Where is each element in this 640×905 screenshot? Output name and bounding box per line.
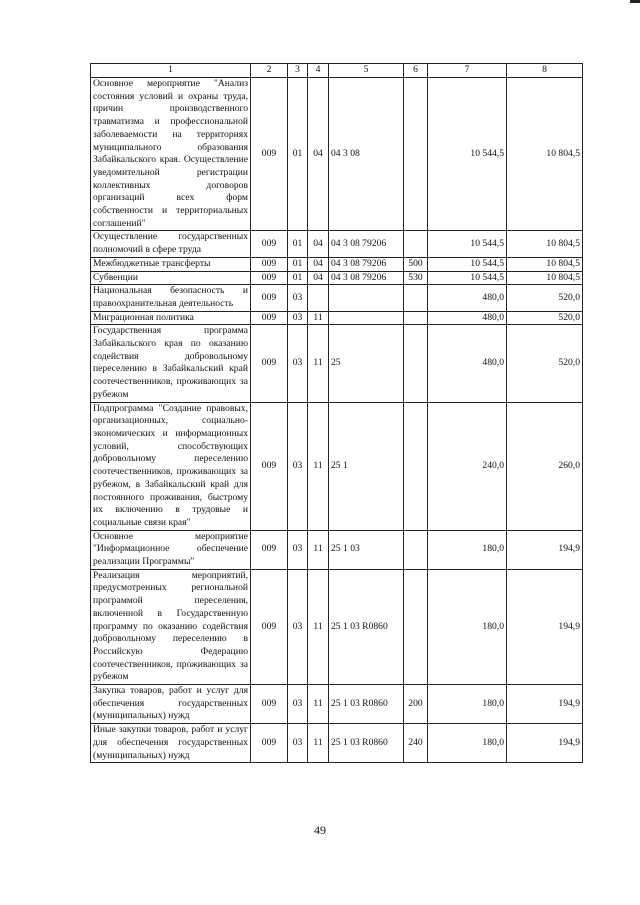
amount-year1-cell: 10 544,5 (428, 231, 507, 257)
header-cell-4: 4 (308, 64, 329, 78)
header-cell-1: 1 (91, 64, 251, 78)
target-article-cell: 04 3 08 79206 (329, 257, 404, 271)
expense-type-cell (404, 311, 428, 325)
target-article-cell: 25 1 03 R0860 (329, 569, 404, 684)
row-name-cell: Закупка товаров, работ и услуг для обеспечения государственных (муниципальных) нужд (91, 685, 251, 724)
target-article-cell: 04 3 08 (329, 78, 404, 231)
target-article-cell: 25 1 (329, 402, 404, 530)
amount-year1-cell: 480,0 (428, 325, 507, 402)
subsection-cell: 11 (308, 685, 329, 724)
target-article-cell: 04 3 08 79206 (329, 231, 404, 257)
subsection-cell: 11 (308, 724, 329, 763)
amount-year1-cell: 240,0 (428, 402, 507, 530)
amount-year1-cell: 180,0 (428, 685, 507, 724)
amount-year1-cell: 180,0 (428, 530, 507, 569)
amount-year1-cell: 10 544,5 (428, 257, 507, 271)
admin-code-cell: 009 (251, 402, 288, 530)
amount-year2-cell: 194,9 (507, 530, 583, 569)
target-article-cell: 25 1 03 (329, 530, 404, 569)
subsection-cell: 04 (308, 257, 329, 271)
subsection-cell: 04 (308, 78, 329, 231)
section-cell: 01 (288, 231, 308, 257)
admin-code-cell: 009 (251, 285, 288, 311)
subsection-cell: 11 (308, 402, 329, 530)
admin-code-cell: 009 (251, 569, 288, 684)
table-row (91, 257, 583, 271)
subsection-cell: 11 (308, 325, 329, 402)
row-name-cell: Национальная безопасность и правоохранительная деятельность (91, 285, 251, 311)
admin-code-cell: 009 (251, 325, 288, 402)
section-cell: 01 (288, 78, 308, 231)
section-cell: 03 (288, 530, 308, 569)
section-cell: 03 (288, 402, 308, 530)
admin-code-cell: 009 (251, 530, 288, 569)
corner-scan-mark (630, 0, 640, 3)
row-name-cell: Иные закупки товаров, работ и услуг для обеспечения государственных (муниципальных) нужд (91, 724, 251, 763)
expense-type-cell: 530 (404, 271, 428, 285)
row-name-cell: Миграционная политика (91, 311, 251, 325)
row-name-cell: Субвенции (91, 271, 251, 285)
amount-year1-cell: 180,0 (428, 569, 507, 684)
admin-code-cell: 009 (251, 685, 288, 724)
subsection-cell: 11 (308, 530, 329, 569)
section-cell: 03 (288, 285, 308, 311)
table-row (91, 685, 583, 724)
amount-year2-cell: 520,0 (507, 325, 583, 402)
subsection-cell (308, 285, 329, 311)
admin-code-cell: 009 (251, 78, 288, 231)
header-cell-8: 8 (507, 64, 583, 78)
subsection-cell: 11 (308, 311, 329, 325)
expense-type-cell: 200 (404, 685, 428, 724)
table-row (91, 724, 583, 763)
target-article-cell (329, 285, 404, 311)
table-row (91, 402, 583, 530)
table-body (91, 64, 583, 763)
section-cell: 03 (288, 325, 308, 402)
row-name-cell: Межбюджетные трансферты (91, 257, 251, 271)
expense-type-cell (404, 78, 428, 231)
amount-year1-cell: 480,0 (428, 285, 507, 311)
table-row (91, 325, 583, 402)
amount-year2-cell: 10 804,5 (507, 257, 583, 271)
section-cell: 03 (288, 685, 308, 724)
table-row (91, 271, 583, 285)
expense-type-cell: 500 (404, 257, 428, 271)
row-name-cell: Основное мероприятие "Анализ состояния условий и охраны труда, причин производственного травматизма и профессиональной заболеваемости на территориях муниципального образования Забайкальского края. Осуществление уведомительной регистрации коллективных договоров организаций всех форм собственности и территориальных соглашений" (91, 78, 251, 231)
expense-type-cell: 240 (404, 724, 428, 763)
header-cell-2: 2 (251, 64, 288, 78)
header-cell-3: 3 (288, 64, 308, 78)
expense-type-cell (404, 285, 428, 311)
row-name-cell: Осуществление государственных полномочий в сфере труда (91, 231, 251, 257)
expense-type-cell (404, 402, 428, 530)
amount-year2-cell: 10 804,5 (507, 271, 583, 285)
amount-year2-cell: 520,0 (507, 285, 583, 311)
budget-table (90, 63, 583, 763)
table-row (91, 311, 583, 325)
section-cell: 03 (288, 311, 308, 325)
amount-year2-cell: 194,9 (507, 685, 583, 724)
amount-year2-cell: 194,9 (507, 724, 583, 763)
table-header-row (91, 64, 583, 78)
expense-type-cell (404, 231, 428, 257)
admin-code-cell: 009 (251, 271, 288, 285)
row-name-cell: Государственная программа Забайкальского края по оказанию содействия добровольному переселению в Забайкальский край соотечественников, проживающих за рубежом (91, 325, 251, 402)
amount-year1-cell: 10 544,5 (428, 271, 507, 285)
amount-year2-cell: 10 804,5 (507, 78, 583, 231)
target-article-cell: 25 (329, 325, 404, 402)
table-row (91, 285, 583, 311)
subsection-cell: 04 (308, 271, 329, 285)
section-cell: 03 (288, 724, 308, 763)
header-cell-5: 5 (329, 64, 404, 78)
target-article-cell: 04 3 08 79206 (329, 271, 404, 285)
row-name-cell: Реализация мероприятий, предусмотренных региональной программой переселения, включенной в Государственную программу по оказанию содействия добровольному переселению в Российскую Федерацию соотечественников, проживающих за рубежом (91, 569, 251, 684)
table-row (91, 530, 583, 569)
subsection-cell: 11 (308, 569, 329, 684)
expense-type-cell (404, 325, 428, 402)
admin-code-cell: 009 (251, 311, 288, 325)
table-row (91, 231, 583, 257)
section-cell: 01 (288, 271, 308, 285)
amount-year1-cell: 10 544,5 (428, 78, 507, 231)
amount-year1-cell: 480,0 (428, 311, 507, 325)
header-cell-6: 6 (404, 64, 428, 78)
amount-year2-cell: 520,0 (507, 311, 583, 325)
row-name-cell: Подпрограмма "Создание правовых, организационных, социально-экономических и информационных условий, способствующих добровольному переселению соотечественников, проживающих за рубежом, в Забайкальский край для постоянного проживания, быстрому их включению в трудовые и социальные связи края" (91, 402, 251, 530)
header-cell-7: 7 (428, 64, 507, 78)
admin-code-cell: 009 (251, 231, 288, 257)
table-row (91, 569, 583, 684)
amount-year2-cell: 10 804,5 (507, 231, 583, 257)
expense-type-cell (404, 530, 428, 569)
target-article-cell: 25 1 03 R0860 (329, 685, 404, 724)
subsection-cell: 04 (308, 231, 329, 257)
table-row (91, 78, 583, 231)
amount-year2-cell: 194,9 (507, 569, 583, 684)
admin-code-cell: 009 (251, 257, 288, 271)
amount-year1-cell: 180,0 (428, 724, 507, 763)
expense-type-cell (404, 569, 428, 684)
page-number: 49 (314, 823, 326, 837)
section-cell: 01 (288, 257, 308, 271)
admin-code-cell: 009 (251, 724, 288, 763)
target-article-cell (329, 311, 404, 325)
row-name-cell: Основное мероприятие "Информационное обеспечение реализации Программы" (91, 530, 251, 569)
section-cell: 03 (288, 569, 308, 684)
amount-year2-cell: 260,0 (507, 402, 583, 530)
target-article-cell: 25 1 03 R0860 (329, 724, 404, 763)
